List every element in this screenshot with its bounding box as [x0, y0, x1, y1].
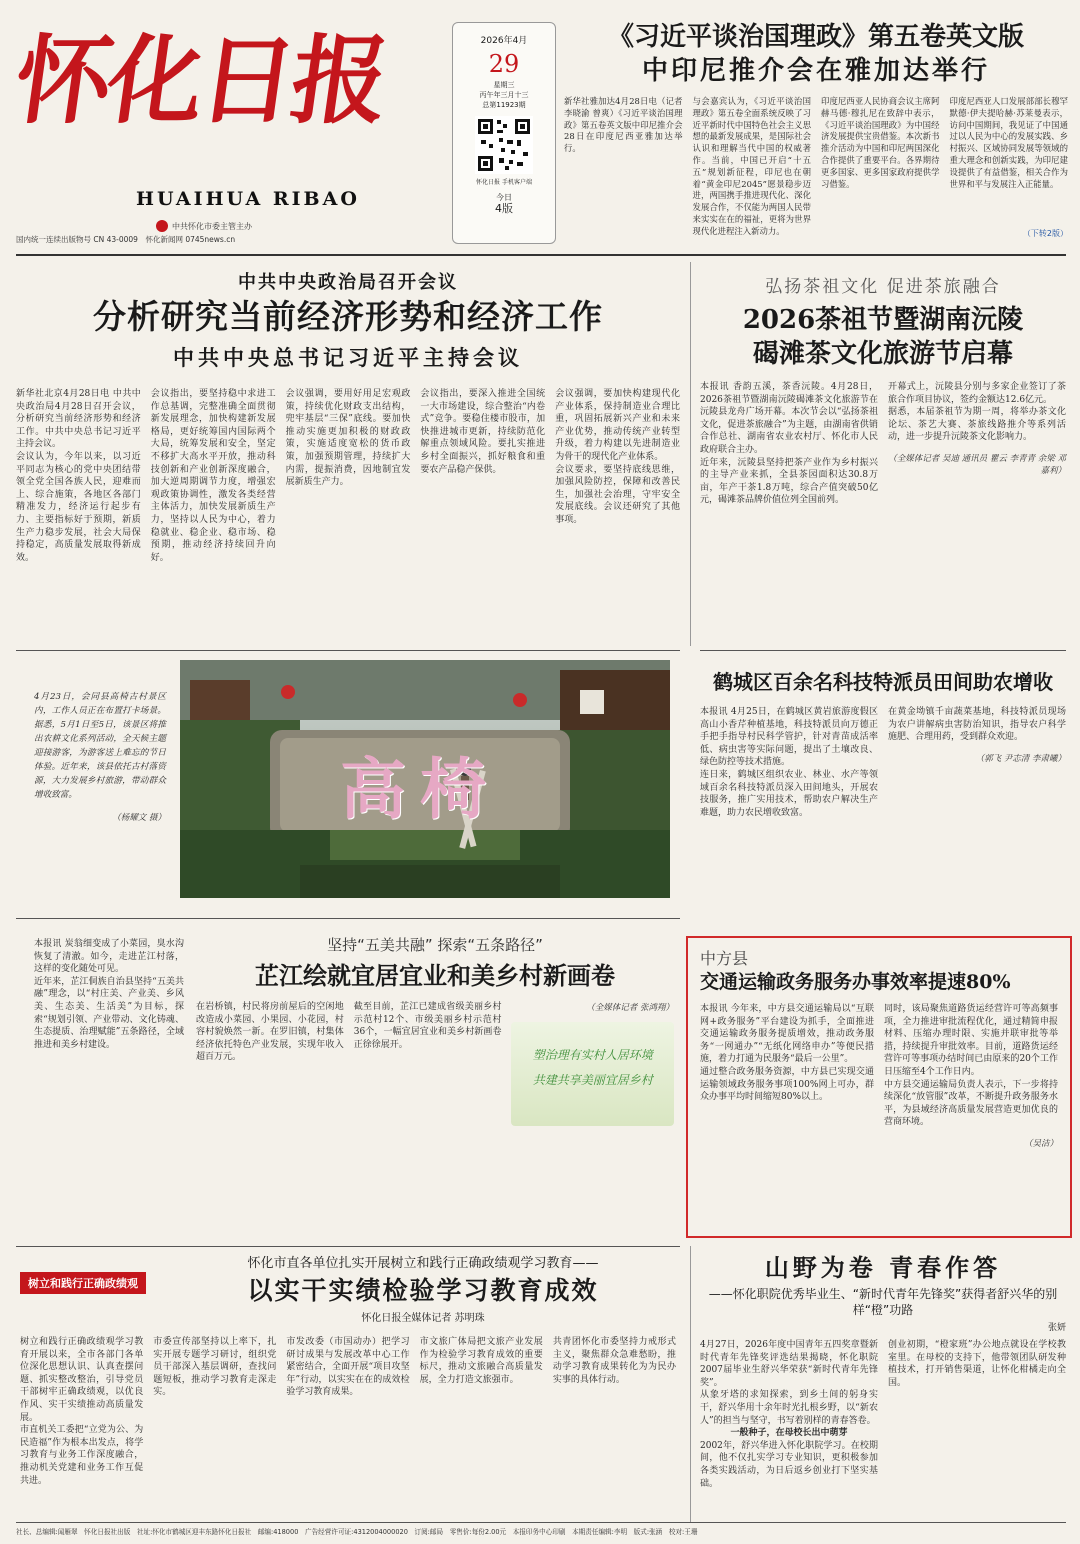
zhongfang-byline: （吴洁） — [1023, 1139, 1058, 1150]
hecheng-para-2: 连日来，鹤城区组织农业、林业、水产等领域百余名科技特派员深入田间地头，开展农技服务，推广实用技术，帮助农户解决生产难题，助力农民增收致富。 — [700, 769, 878, 818]
masthead-sponsor: 中共怀化市委主管主办 — [172, 221, 252, 231]
masthead-logo: 怀化日报 — [8, 24, 393, 137]
party-emblem-icon — [156, 220, 168, 232]
zhengji-article — [20, 1252, 676, 1544]
date-day: 29 — [488, 50, 520, 78]
date-weekday: 星期三 — [493, 81, 515, 89]
tea-para-3: 开幕式上，沅陵县分别与多家企业签订了茶旅合作项目协议，签约金额达12.6亿元。 — [888, 382, 1066, 405]
zhongfang-para-3: 同时，该局聚焦道路货运经营许可等高频事项，全力推进审批流程优化，通过精简申报材料、压缩办理时限、实施并联审批等举措，持续提升审批效率。目前，道路货运经营许可等事项办结时间已由原来的20个工作日压缩至4个工作日内。 — [884, 1004, 1058, 1077]
politburo-subtitle: 中共中央总书记习近平主持会议 — [173, 345, 523, 370]
top-story-para-4: 印度尼西亚人口发展部部长穆罕默德·伊夫提哈赫·苏莱曼表示，访问中国期间，我见证了中国通过以人民为中心的发展实践、乡村振兴、区域协同发展等领域的重大理念和创新实践，为印尼建设提供了有益借鉴，相关合作为世界和平与发展注入正能量。 — [949, 96, 1068, 189]
politburo-para-3: 会议指出，要坚持稳中求进工作总基调，完整准确全面贯彻新发展理念，加快构建新发展格局，更好统筹国内国际两个大局，统筹发展和安全，坚定不移扩大高水平开放，推动科技创新和产业创新深度融合，加大逆周期调节力度，增强宏观政策协调性，激发各类经营主体活力，加快发展新质生产力，坚持以人民为中心，着力稳就业、稳企业、稳市场、稳预期，推动经济持续回升向好。 — [150, 389, 276, 563]
photo-caption: 4月23日，会同县高椅古村景区内，工作人员正在布置打卡场景。据悉，5月1日至5日，该景区将推出农耕文化系列活动，全天候主题迎接游客，为游客送上难忘的节日体验。近年来，该县依托古村落资源，大力发展乡村旅游，带动群众增收致富。 — [34, 692, 166, 800]
gaoyi-sign: 高椅 — [340, 750, 500, 828]
zhijiang-banner-line-2: 共建共享美丽宜居乡村 — [532, 1072, 653, 1087]
zhengji-para-1: 树立和践行正确政绩观学习教育开展以来，全市各部门各单位深化思想认识、认真查摆问题、抓实整改整治，引导党员干部树牢正确政绩观，以优良作风、实干实绩推动高质量发展。 — [20, 1337, 144, 1423]
page-count: 4版 — [495, 202, 513, 215]
zhengji-tag: 树立和践行正确政绩观 — [20, 1272, 146, 1294]
zhijiang-para-1: 本报讯 炭翁细变成了小菜园，臭水沟恢复了清澈。如今，走进芷江村落，这样的变化随处可见。 — [34, 939, 184, 975]
zhengji-author: 怀化日报全媒体记者 苏明珠 — [361, 1313, 485, 1324]
hecheng-para-1: 本报讯 4月25日，在鹤城区黄岩旅游度假区高山小香芹种植基地，科技特派员向万德正手把手指导村民科学管护，针对青苗成活率低、病虫害等实际问题，提出了土壤改良、绿色防控等技术措施。 — [700, 707, 878, 768]
zhijiang-title: 芷江绘就宜居宜业和美乡村新画卷 — [255, 961, 615, 990]
shanye-para-3: 2002年，舒兴华进入怀化职院学习。在校期间，他不仅扎实学习专业知识，更积极参加各类实践活动，为日后返乡创业打下坚实基础。 — [700, 1440, 878, 1489]
date-year-month: 2026年4月 — [480, 36, 528, 46]
photo-caption-block — [34, 690, 166, 831]
zhijiang-kicker: 坚持“五美共融” 探索“五条路径” — [327, 936, 543, 954]
zhongfang-title: 交通运输政务服务办事效率提速80% — [700, 971, 1011, 993]
top-story-title-2: 中印尼推介会在雅加达举行 — [641, 56, 990, 86]
qr-caption: 怀化日报 手机客户端 — [476, 179, 532, 186]
politburo-kicker: 中共中央政治局召开会议 — [238, 272, 458, 293]
politburo-para-1: 新华社北京4月28日电 中共中央政治局4月28日召开会议，分析研究当前经济形势和经济工作。中共中央总书记习近平主持会议。 — [16, 389, 141, 450]
politburo-para-6: 会议强调，要加快构建现代化产业体系，保持制造业合理比重，巩固拓展新兴产业和未来产业优势，推动传统产业转型升级，着力构建以先进制造业为骨干的现代化产业体系。 — [555, 389, 680, 462]
top-story-para-3: 印度尼西亚人民协商会议主席阿赫马德·穆扎尼在致辞中表示，《习近平谈治国理政》为中国经济发展提供宝贵借鉴。本次新书推介活动为中国和印尼两国深化合作提供了重要平台。各界期待更多国家、更多国家政府提供学习借鉴。 — [821, 96, 940, 189]
zhengji-para-4: 市发改委（市国动办）把学习研讨成果与发展改革中心工作紧密结合，全面开展“项目攻坚年”行动，以实实在在的成效检验学习教育成果。 — [286, 1337, 410, 1398]
masthead — [8, 16, 446, 246]
photo-credit: （杨耀文 摄） — [112, 812, 166, 823]
tea-title-2: 碣滩茶文化旅游节启幕 — [752, 339, 1013, 369]
zhijiang-intro — [34, 938, 184, 1238]
tea-title-1: 2026茶祖节暨湖南沅陵 — [742, 305, 1024, 335]
issue-number: 总第11923期 — [482, 101, 526, 109]
shanye-subhead: 一般种子，在母校长出中萌芽 — [730, 1428, 848, 1439]
shanye-para-2: 从象牙塔的求知探索，到乡土间的躬身实干，舒兴华用十余年时光扎根乡野，以“新农人”的担当与坚守，书写着别样的青春答卷。 — [700, 1390, 878, 1426]
zhongfang-kicker: 中方县 — [700, 949, 749, 968]
zhongfang-para-4: 中方县交通运输局负责人表示，下一步将持续深化“放管服”改革，不断提升政务服务水平，为县域经济高质量发展营造更加优良的营商环境。 — [884, 1079, 1058, 1128]
politburo-para-4: 会议强调，要用好用足宏观政策，持续优化财政支出结构，兜牢基层“三保”底线。要加快推动实施更加积极的财政政策，实施适度宽松的货币政策，加强预期管理，持续扩大内需，提振消费，因地制宜发展新质生产力。 — [285, 389, 411, 488]
today-label: 今日 — [496, 193, 512, 202]
hecheng-para-3: 在黄金坳镇千亩蔬菜基地，科技特派员现场为农户讲解病虫害防治知识，指导农户科学施肥、合理用药，受到群众欢迎。 — [888, 707, 1066, 743]
masthead-registration: 国内统一连续出版物号 CN 43-0009 怀化新闻网 0745news.cn — [16, 235, 236, 244]
tea-para-1: 本报讯 香韵五溪，茶香沅陵。4月28日，2026茶祖节暨湖南沅陵碣滩茶文化旅游节在沅陵县龙舟广场开幕。本次节会以“弘扬茶祖文化，促进茶旅融合”为主题，由湖南省供销合作总社、湖南省农业农村厅、怀化市人民政府联合主办。 — [700, 382, 878, 455]
politburo-title: 分析研究当前经济形势和经济工作 — [93, 297, 603, 336]
shanye-para-1: 4月27日，2026年度中国青年五四奖章暨新时代青年先锋奖评选结果揭晓，怀化职院2007届毕业生舒兴华荣获“新时代青年先锋奖”。 — [700, 1340, 878, 1388]
top-story-para-1: 新华社雅加达4月28日电（记者 李晓渝 曾爽）《习近平谈治国理政》第五卷英文版中印尼推介会28日在印度尼西亚雅加达举行。 — [564, 96, 683, 154]
zhijiang-article — [196, 934, 674, 1201]
hecheng-title: 鹤城区百余名科技特派员田间助农增收 — [713, 670, 1053, 694]
date-lunar: 丙午年三月十三 — [479, 91, 529, 99]
zhengji-title: 以实干实绩检验学习教育成效 — [247, 1276, 599, 1305]
shanye-title: 山野为卷 青春作答 — [764, 1253, 1002, 1282]
top-story-title-1: 《习近平谈治国理政》第五卷英文版 — [607, 22, 1024, 52]
tea-article — [700, 272, 1066, 647]
zhijiang-para-4: 截至目前，芷江已建成省级美丽乡村示范村12个、市级美丽乡村示范村36个，一幅宜居宜业和美乡村新画卷正徐徐展开。 — [353, 1002, 502, 1050]
politburo-para-5: 会议指出，要深入推进全国统一大市场建设，综合整治“内卷式”竞争。要稳住楼市股市，加快推进城市更新，持续防范化解重点领域风险。要扎实推进乡村全面振兴，抓好粮食和重要农产品稳产保供。 — [420, 389, 546, 475]
shanye-subtitle: ——怀化职院优秀毕业生、“新时代青年先锋奖”获得者舒兴华的别样“橙”功路 — [708, 1287, 1058, 1317]
hecheng-byline: （郭飞 尹志清 李肃曦） — [975, 754, 1066, 765]
footer-imprint: 社长、总编辑:闻雁翠 怀化日报社出版 社址:怀化市鹤城区迎丰东路怀化日报社 邮编:418000 广告经营许可证:4312004000020 订阅:邮局 零售价:每份2.00元 本报印务中心印刷 本期责任编辑:李明 版式:张涵 校对:王珊 — [16, 1528, 698, 1536]
politburo-para-2: 会议认为，今年以来，以习近平同志为核心的党中央团结带领全党全国各族人民，迎难而上、综合施策，各地区各部门精准发力，经济运行起步有力、主要指标好于预期，新质生产力稳步发展，社会大局保持稳定，高质量发展取得新成效。 — [16, 451, 141, 563]
zhengji-para-3: 市委宣传部坚持以上率下，扎实开展专题学习研讨，组织党员干部深入基层调研，查找问题短板，推动学习教育走深走实。 — [153, 1337, 277, 1398]
tea-kicker: 弘扬茶祖文化 促进茶旅融合 — [765, 277, 1001, 297]
top-story — [564, 20, 1068, 239]
zhijiang-para-2: 近年来，芷江侗族自治县坚持“五美共融”理念，以“村庄美、产业美、乡风美、生态美、生活美”为目标，探索“规划引领、产业带动、文化铸魂、生态提质、治理赋能”五条路径，全域推进和美乡村建设。 — [34, 976, 184, 1050]
zhijiang-banner-line-1: 塑治理有实村人居环境 — [532, 1047, 653, 1062]
politburo-article — [16, 268, 680, 598]
zhongfang-article — [686, 936, 1072, 1238]
zhengji-para-5: 市文旅广体局把文旅产业发展作为检验学习教育成效的重要标尺，推动文旅融合高质量发展，全力打造文旅强市。 — [419, 1337, 543, 1385]
tea-para-2: 近年来，沅陵县坚持把茶产业作为乡村振兴的主导产业来抓，全县茶园面积达30.8万亩，年产干茶1.8万吨，综合产值突破50亿元，碣滩茶品牌价值位列全国前列。 — [700, 457, 878, 506]
shanye-article — [700, 1252, 1066, 1537]
shanye-author: 张妍 — [1047, 1323, 1066, 1333]
tea-byline: （全媒体记者 吴迪 通讯员 瞿云 李青青 余梁 邓嘉利） — [888, 454, 1066, 477]
qr-code-icon — [475, 116, 533, 174]
hecheng-article — [700, 668, 1066, 904]
zhengji-para-2: 市直机关工委把“立党为公、为民造福”作为根本出发点，将学习教育与业务工作深度融合，推动机关党建和业务工作互促共进。 — [20, 1425, 144, 1486]
masthead-pinyin: HUAIHUA RIBAO — [136, 188, 360, 210]
zhijiang-byline: （全媒体记者 张鸿翔） — [586, 1003, 674, 1013]
top-story-continued[interactable]: （下转2版） — [1022, 229, 1068, 238]
zhijiang-banner — [511, 1022, 674, 1126]
zhijiang-para-3: 在岩桥镇，村民将房前屋后的空闲地改造成小菜园、小果园、小花园，村容村貌焕然一新。在罗旧镇，村集体经济依托特色产业发展，实现年收入超百万元。 — [196, 1002, 344, 1063]
shanye-para-4: 创业初期，“橙家班”办公地点就设在学校教室里。在母校的支持下，他带领团队研发种植技术，打开销售渠道，让怀化柑橘走向全国。 — [888, 1340, 1066, 1388]
zhongfang-para-2: 通过整合政务服务资源，中方县已实现交通运输领域政务服务事项100%网上可办，群众办事平均时间缩短80%以上。 — [700, 1066, 874, 1103]
top-story-para-2: 与会嘉宾认为，《习近平谈治国理政》第五卷全面系统反映了习近平新时代中国特色社会主义思想的最新发展成果，是国际社会认识和理解当代中国的权威著作。当前，中国已开启“十五五”规划新征程，印尼也在朝着“黄金印尼2045”愿景稳步迈进，两国携手推进现代化、深化发展合作，不仅能为两国人民带来实实在在的福祉，更将为世界现代化进程注入新动力。 — [692, 96, 811, 236]
date-box — [452, 22, 556, 244]
zhongfang-para-1: 本报讯 今年来，中方县交通运输局以“互联网+政务服务”平台建设为抓手，全面推进交通运输政务服务提质增效，推动政务服务“一网通办”“无纸化网络申办”等便民措施，着力打通为民服务“最后一公里”。 — [700, 1004, 874, 1065]
zhengji-kicker: 怀化市直各单位扎实开展树立和践行正确政绩观学习教育—— — [247, 1256, 599, 1271]
tea-para-4: 据悉，本届茶祖节为期一周，将举办茶文化论坛、茶艺大赛、茶旅线路推介等系列活动，进一步提升沅陵茶文化影响力。 — [888, 407, 1066, 443]
politburo-para-7: 会议要求，要坚持底线思维，加强风险防控，保障和改善民生，加强社会治理，守牢安全发展底线。会议还研究了其他事项。 — [555, 464, 680, 525]
zhengji-para-6: 共青团怀化市委坚持力戒形式主义，聚焦群众急难愁盼，推动学习教育成果转化为为民办实事的具体行动。 — [552, 1337, 677, 1385]
gaoyi-photo — [180, 660, 670, 898]
